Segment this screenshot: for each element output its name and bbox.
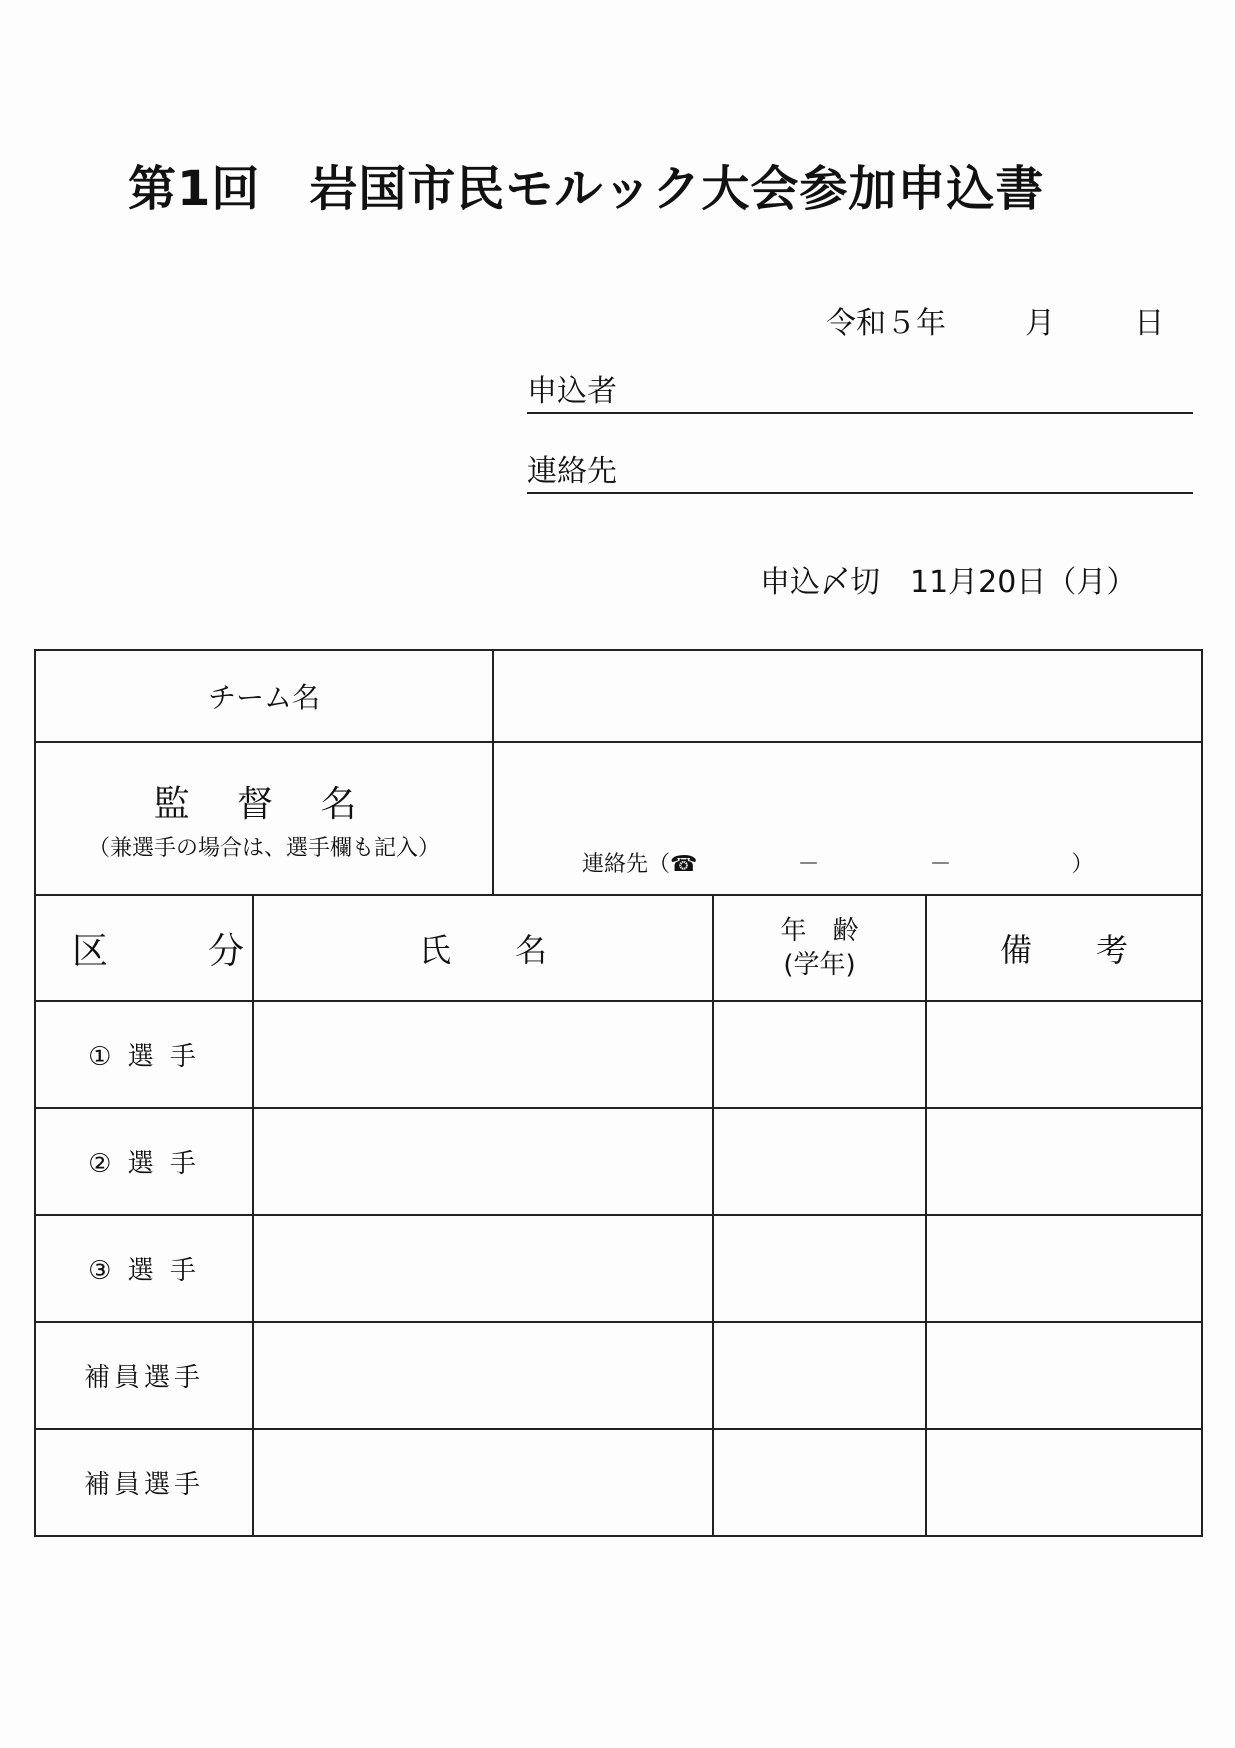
player-age-input[interactable]	[713, 1322, 926, 1429]
team-label: チーム名	[35, 650, 493, 742]
age-header-line1: 年 齢	[780, 916, 859, 946]
row-label: ② 選 手	[35, 1108, 253, 1215]
row-label: ① 選 手	[35, 1001, 253, 1108]
table-row	[35, 1429, 1202, 1536]
row-label: 補員選手	[35, 1322, 253, 1429]
category-header	[35, 895, 253, 1001]
table-row	[35, 1322, 1202, 1429]
team-name-input[interactable]	[493, 650, 1202, 742]
applicant-label: 申込者	[527, 374, 617, 409]
manager-contact-prefix: 連絡先（	[582, 852, 671, 877]
application-date	[826, 298, 1164, 342]
table-row	[35, 1001, 1202, 1108]
contact-label: 連絡先	[527, 454, 617, 489]
manager-name-input[interactable]	[493, 742, 1202, 895]
player-remarks-input[interactable]	[926, 1322, 1202, 1429]
table-row	[35, 1108, 1202, 1215]
category-header-1: 区	[72, 930, 109, 972]
row-label: 補員選手	[35, 1429, 253, 1536]
player-remarks-input[interactable]	[926, 1429, 1202, 1536]
name-header: 氏 名	[253, 895, 713, 1001]
category-header-2: 分	[208, 930, 245, 972]
player-age-input[interactable]	[713, 1001, 926, 1108]
player-age-input[interactable]	[713, 1108, 926, 1215]
player-name-input[interactable]	[253, 1429, 713, 1536]
player-age-input[interactable]	[713, 1215, 926, 1322]
manager-row	[35, 742, 1202, 895]
manager-contact	[582, 847, 1093, 878]
applicant-field[interactable]	[527, 366, 1193, 414]
manager-label: 監 督 名	[153, 783, 375, 825]
remarks-header: 備 考	[926, 895, 1202, 1001]
phone-icon: ☎	[670, 852, 698, 877]
manager-contact-dash2: －	[929, 852, 952, 877]
player-remarks-input[interactable]	[926, 1215, 1202, 1322]
player-name-input[interactable]	[253, 1215, 713, 1322]
player-remarks-input[interactable]	[926, 1108, 1202, 1215]
date-day: 日	[1134, 306, 1165, 341]
header-row	[35, 895, 1202, 1001]
player-name-input[interactable]	[253, 1322, 713, 1429]
manager-note: （兼選手の場合は、選手欄も記入）	[88, 835, 441, 861]
age-header	[713, 895, 926, 1001]
application-table	[34, 649, 1203, 1537]
manager-contact-dash1: －	[797, 852, 820, 877]
contact-field[interactable]	[527, 446, 1193, 494]
player-age-input[interactable]	[713, 1429, 926, 1536]
player-name-input[interactable]	[253, 1108, 713, 1215]
table-row	[35, 1215, 1202, 1322]
row-label: ③ 選 手	[35, 1215, 253, 1322]
form-title: 第1回 岩国市民モルック大会参加申込書	[128, 161, 1045, 217]
team-row	[35, 650, 1202, 742]
age-header-line2: (学年)	[783, 950, 856, 980]
manager-contact-close: ）	[1071, 852, 1094, 877]
deadline-text: 申込〆切 11月20日（月）	[760, 565, 1137, 600]
manager-label-cell	[35, 742, 493, 895]
player-remarks-input[interactable]	[926, 1001, 1202, 1108]
player-name-input[interactable]	[253, 1001, 713, 1108]
date-era-year: 令和５年	[826, 306, 946, 341]
date-month: 月	[1025, 306, 1056, 341]
